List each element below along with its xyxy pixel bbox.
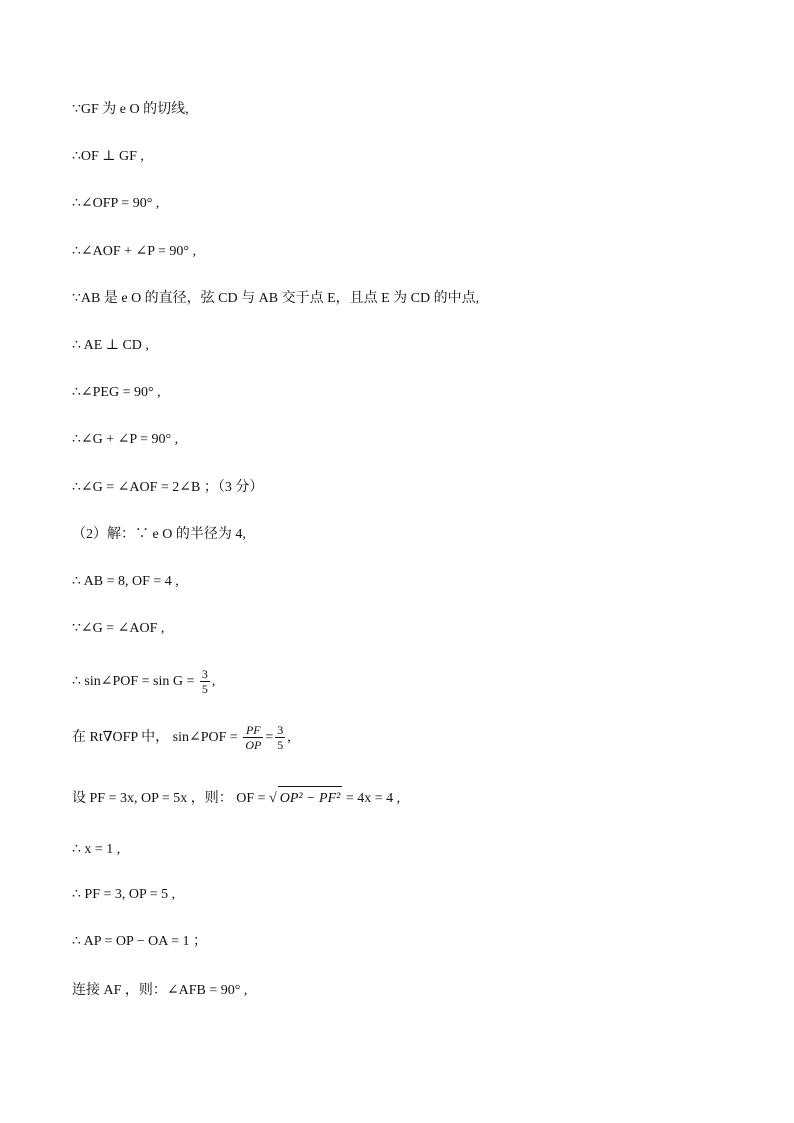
- proof-line-4: ∴∠AOF + ∠P = 90° ,: [72, 244, 197, 259]
- proof-line-13: ∴ sin∠POF = sin G = $\frac{3}{5}$ ,: [72, 667, 216, 697]
- part2-heading-line: （2）解：∵ e O 的半径为 4,: [72, 527, 246, 542]
- proof-line-7: ∴∠PEG = 90° ,: [72, 385, 161, 400]
- proof-line-14: 在 Rt∇OFP 中， sin∠POF = $\frac{PF}{OP}$ = $\frac{3}{5}$ ,: [72, 723, 291, 753]
- proof-line-2: ∴OF ⊥ GF ,: [72, 149, 144, 164]
- proof-line-5: ∵AB 是 e O 的直径，弦 CD 与 AB 交于点 E，且点 E 为 CD 的中点,: [72, 291, 480, 306]
- proof-line-19: 连接 AF ，则：∠AFB = 90° ,: [72, 983, 248, 998]
- proof-line-1: ∵GF 为 e O 的切线,: [72, 102, 189, 117]
- fraction-pf-op: $\frac{PF}{OP}$: [245, 723, 262, 753]
- proof-line-11: ∴ AB = 8, OF = 4 ,: [72, 574, 179, 589]
- proof-line-9: ∴∠G = ∠AOF = 2∠B ；（3 分）: [72, 480, 264, 495]
- proof-line-12: ∵∠G = ∠AOF ,: [72, 621, 165, 636]
- fraction-3-5: $\frac{3}{5}$: [201, 667, 208, 697]
- proof-line-17: ∴ PF = 3, OP = 5 ,: [72, 887, 176, 902]
- proof-line-6: ∴ AE ⊥ CD ,: [72, 338, 149, 353]
- sqrt-radicand: OP² − PF²: [278, 786, 343, 811]
- proof-line-16: ∴ x = 1 ,: [72, 842, 121, 857]
- sqrt-sign: √: [269, 791, 277, 806]
- proof-line-18: ∴ AP = OP − OA = 1 ；: [72, 934, 208, 949]
- proof-line-15: 设 PF = 3x, OP = 5x ，则： OF = √ OP² − PF² = 4x = 4 ,: [72, 786, 400, 810]
- fraction-3-5-b: $\frac{3}{5}$: [277, 723, 284, 753]
- proof-line-8: ∴∠G + ∠P = 90° ,: [72, 432, 179, 447]
- proof-line-3: ∴∠OFP = 90° ,: [72, 196, 160, 211]
